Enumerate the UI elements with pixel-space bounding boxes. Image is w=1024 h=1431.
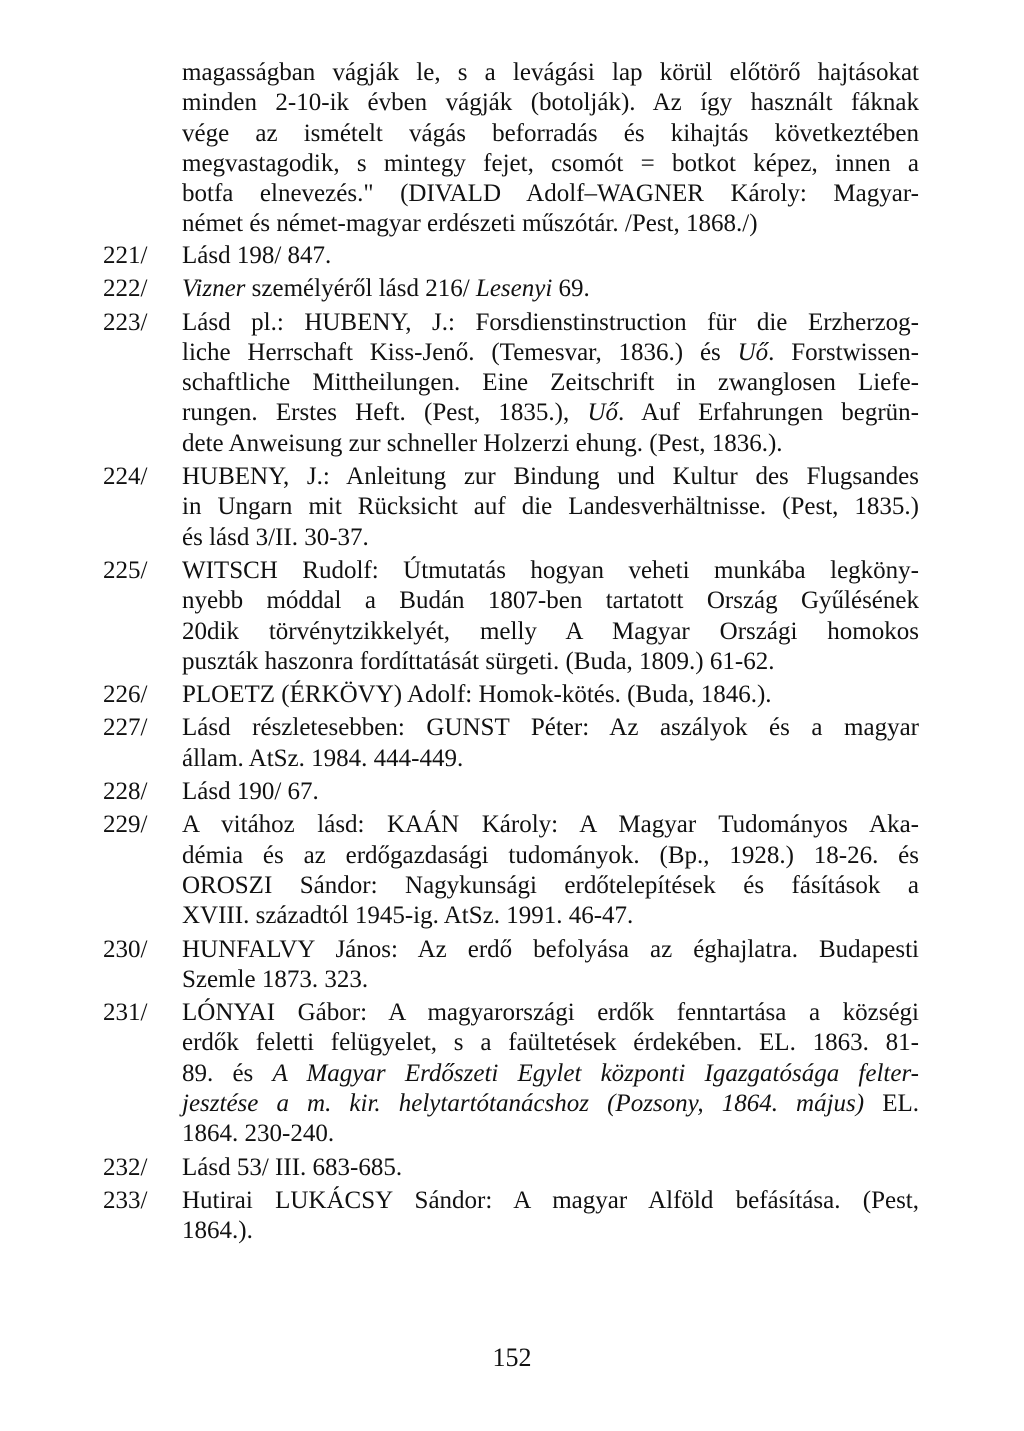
footnote-text: [182, 1186, 919, 1247]
text-line: [182, 398, 919, 428]
text-line: [182, 713, 919, 743]
italic-text: Uő: [737, 338, 769, 366]
footnote: [103, 241, 919, 271]
footnote-number: 223/: [103, 308, 148, 336]
text-segment: XVIII. századtól 1945-ig. AtSz. 1991. 46-47.: [182, 902, 634, 930]
text-line: [182, 429, 919, 459]
text-segment: Lásd 53/ III. 683-685.: [182, 1153, 403, 1181]
footnote-text: [182, 556, 919, 677]
footnote-number: 221/: [103, 242, 148, 269]
text-segment: HUBENY, J.: Anleitung zur Bindung und Kultur des Flugsandes: [182, 463, 919, 491]
footnote: [103, 713, 919, 774]
footnote-number: 233/: [103, 1186, 148, 1214]
italic-text: Vizner: [182, 275, 246, 303]
page-number: 152: [492, 1343, 532, 1372]
footnote-text: [182, 308, 919, 459]
text-line: [182, 241, 919, 271]
text-segment: PLOETZ (ÉRKÖVY) Adolf: Homok-kötés. (Buda, 1846.).: [182, 681, 772, 709]
footnote-text: [182, 713, 919, 774]
text-line: [182, 777, 919, 807]
text-line: [182, 841, 919, 871]
text-line: [182, 1059, 919, 1089]
text-line: [182, 871, 919, 901]
text-line: [182, 556, 919, 586]
footnote-text: [182, 935, 919, 996]
footnote-number: 230/: [103, 935, 148, 963]
text-segment: 1864. 230-240.: [182, 1120, 335, 1148]
text-line: [182, 1119, 919, 1149]
footnote-text: [182, 462, 919, 553]
footnote: [103, 308, 919, 459]
text-segment: schaftliche Mittheilungen. Eine Zeitschrift in zwanglosen Liefe-: [182, 369, 919, 397]
footnote: [103, 1186, 919, 1247]
text-line: [182, 1216, 919, 1246]
text-line: [182, 523, 919, 553]
text-segment: Szemle 1873. 323.: [182, 965, 369, 993]
text-segment: 89. és: [182, 1059, 273, 1087]
footnote-number: 227/: [103, 714, 148, 742]
text-segment: és lásd 3/II. 30-37.: [182, 523, 369, 551]
italic-text: jesztése a m. kir. helytartótanácshoz (Pozsony, 1864. május): [182, 1090, 865, 1118]
footnote: [103, 556, 919, 677]
text-segment: EL.: [864, 1090, 919, 1118]
text-segment: . Forstwissen-: [768, 338, 919, 366]
text-line: [182, 1089, 919, 1119]
text-line: [182, 680, 919, 710]
text-line: [182, 647, 919, 677]
italic-text: A Magyar Erdőszeti Egylet központi Igazgatósága felter-: [272, 1059, 920, 1087]
footnote-number: 225/: [103, 556, 148, 584]
text-line: [182, 1028, 919, 1058]
footnote-text: [182, 680, 919, 710]
text-segment: 69.: [552, 275, 590, 303]
footnote: [103, 998, 919, 1149]
footnote: [103, 1153, 919, 1183]
text-line: [182, 1186, 919, 1216]
footnote-number: 231/: [103, 999, 148, 1027]
footnote-number: 228/: [103, 778, 148, 806]
text-line: német és német-magyar erdészeti műszótár. /Pest, 1868./): [182, 210, 758, 238]
footnote: [103, 274, 919, 304]
text-segment: liche Herrschaft Kiss-Jenő. (Temesvar, 1836.) és: [182, 338, 738, 366]
footnote-text: [182, 274, 919, 304]
text-line: [182, 586, 919, 616]
text-line: [182, 901, 919, 931]
text-segment: erdők feletti felügyelet, s a faültetések érdekében. EL. 1863. 81-: [182, 1029, 919, 1057]
text-line: [182, 462, 919, 492]
text-line: [182, 1153, 919, 1183]
text-segment: LÓNYAI Gábor: A magyarországi erdők fenntartása a községi: [182, 999, 919, 1027]
text-segment: 20dik törvénytzikkelyét, melly A Magyar Országi homokos: [182, 617, 919, 645]
text-segment: Lásd 198/ 847.: [182, 242, 332, 269]
text-line: [182, 492, 919, 522]
text-segment: in Ungarn mit Rücksicht auf die Landesverhältnisse. (Pest, 1835.): [182, 493, 919, 521]
text-line: botfa elnevezés." (DIVALD Adolf–WAGNER Károly: Magyar-: [182, 180, 919, 208]
footnote-number: 222/: [103, 275, 148, 303]
text-line: [182, 368, 919, 398]
text-segment: 1864.).: [182, 1217, 253, 1245]
footnote: [103, 777, 919, 807]
footnote: [103, 462, 919, 553]
text-segment: puszták haszonra fordíttatását sürgeti. (Buda, 1809.) 61-62.: [182, 647, 775, 675]
text-line: vége az ismételt vágás beforradás és kihajtás következtében: [182, 119, 919, 147]
text-line: [182, 965, 919, 995]
footnote-list: [103, 241, 919, 1250]
footnote-text: [182, 777, 919, 807]
text-segment: A vitához lásd: KAÁN Károly: A Magyar Tudományos Aka-: [182, 811, 919, 839]
text-segment: démia és az erdőgazdasági tudományok. (Bp., 1928.) 18-26. és: [182, 841, 919, 869]
footnote-text: [182, 1153, 919, 1183]
footnote-text: [182, 810, 919, 931]
text-line: minden 2-10-ik évben vágják (botolják). Az így használt fáknak: [182, 89, 919, 117]
footnote-number: 229/: [103, 811, 148, 839]
text-line: [182, 308, 919, 338]
text-segment: WITSCH Rudolf: Útmutatás hogyan veheti munkába legköny-: [182, 556, 919, 584]
text-segment: HUNFALVY János: Az erdő befolyása az éghajlatra. Budapesti: [182, 935, 919, 963]
text-segment: állam. AtSz. 1984. 444-449.: [182, 744, 464, 772]
text-line: [182, 998, 919, 1028]
text-line: [182, 274, 919, 304]
text-segment: nyebb móddal a Budán 1807-ben tartatott Ország Gyűlésének: [182, 587, 919, 615]
italic-text: Lesenyi: [475, 275, 553, 303]
footnote-number: 224/: [103, 463, 148, 491]
italic-text: Uő: [587, 399, 619, 427]
footnote: [103, 935, 919, 996]
footnote-text: [182, 998, 919, 1149]
text-segment: Hutirai LUKÁCSY Sándor: A magyar Alföld befásítása. (Pest,: [182, 1186, 919, 1214]
text-line: [182, 617, 919, 647]
text-segment: rungen. Erstes Heft. (Pest, 1835.),: [182, 399, 588, 427]
continued-footnote-text: [182, 58, 919, 240]
text-segment: dete Anweisung zur schneller Holzerzi ehung. (Pest, 1836.).: [182, 429, 783, 457]
text-segment: Lásd 190/ 67.: [182, 778, 319, 806]
footnote-number: 226/: [103, 681, 148, 709]
footnote-number: 232/: [103, 1153, 148, 1181]
text-segment: Lásd részletesebben: GUNST Péter: Az aszályok és a magyar: [182, 714, 919, 742]
text-line: [182, 810, 919, 840]
text-segment: személyéről lásd 216/: [245, 275, 476, 303]
text-line: megvastagodik, s mintegy fejet, csomót = botkot képez, innen a: [182, 149, 919, 177]
text-line: [182, 935, 919, 965]
text-line: magasságban vágják le, s a levágási lap körül előtörő hajtásokat: [182, 59, 919, 86]
text-segment: Lásd pl.: HUBENY, J.: Forsdienstinstruction für die Erzherzog-: [182, 308, 919, 336]
footnote-text: [182, 241, 919, 271]
footnote: [103, 680, 919, 710]
text-segment: . Auf Erfahrungen begrün-: [618, 399, 920, 427]
text-segment: OROSZI Sándor: Nagykunsági erdőtelepítések és fásítások a: [182, 871, 919, 899]
text-line: [182, 744, 919, 774]
footnote: [103, 810, 919, 931]
text-line: [182, 338, 919, 368]
